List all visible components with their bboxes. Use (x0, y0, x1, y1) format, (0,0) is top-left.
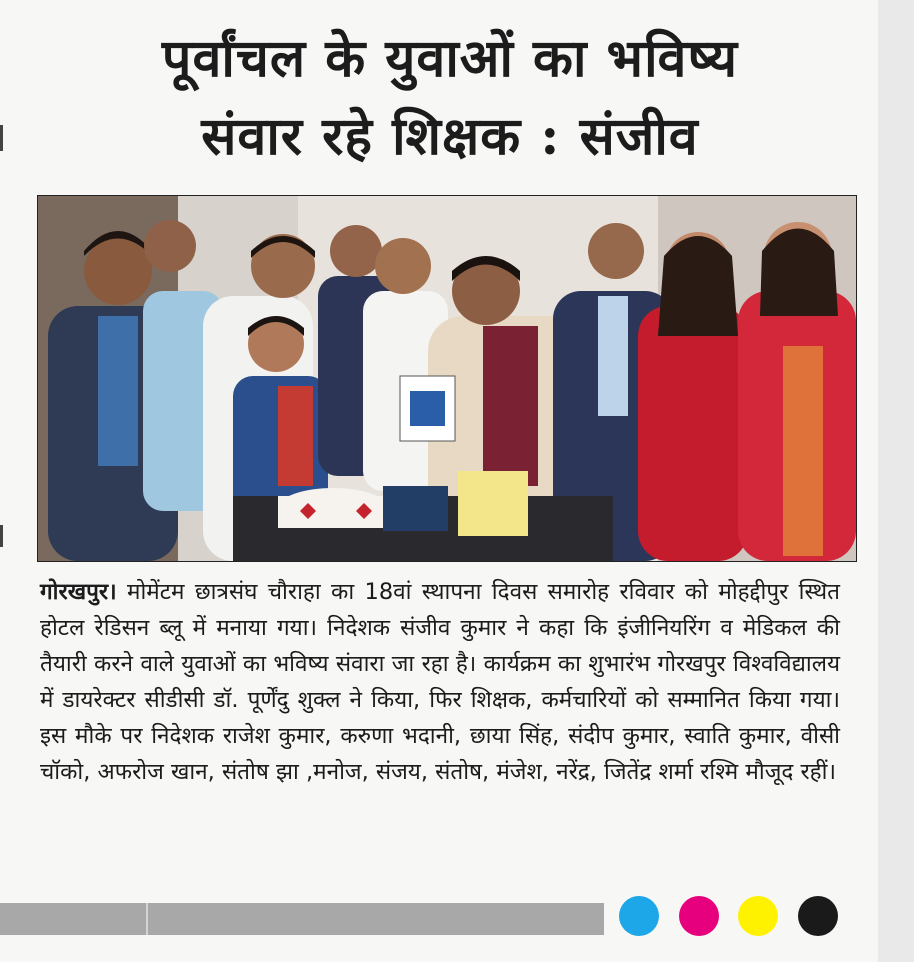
article-body-text: मोमेंटम छात्रसंघ चौराहा का 18वां स्थापना दिवस समारोह रविवार को मोहद्दीपुर स्थित होटल रेडिसन ब्लू में मनाया गया। निदेशक संजीव कुमार ने कहा कि इंजीनियरिंग व मेडिकल की तैयारी करने वाले युवाओं का भविष्य संवारा जा रहा है। कार्यक्रम का शुभारंभ गोरखपुर विश्वविद्यालय में डायरेक्टर सीडीसी डॉ. पूर्णेंदु शुक्ल ने किया, फिर शिक्षक, कर्मचारियों को सम्मानित किया गया। इस मौके पर निदेशक राजेश कुमार, करुणा भदानी, छाया सिंह, संदीप कुमार, स्वाति कुमार, वीसी चॉको, अफरोज खान, संतोष झा ,मनोज, संजय, संतोष, मंजेश, नरेंद्र, जितेंद्र शर्मा रश्मि मौजूद रहीं। (40, 579, 840, 785)
page-margin (878, 0, 914, 962)
yellow-registration-dot (738, 896, 778, 936)
dateline: गोरखपुर। (40, 579, 117, 605)
headline-line-2: संवार रहे शिक्षक : संजीव (201, 106, 699, 167)
cyan-registration-dot (619, 896, 659, 936)
rule-mark (0, 125, 3, 151)
black-registration-dot (798, 896, 838, 936)
magenta-registration-dot (679, 896, 719, 936)
rule-mark (0, 525, 3, 547)
event-photo (37, 195, 857, 562)
column-rule-marks (0, 0, 10, 962)
headline-line-1: पूर्वांचल के युवाओं का भविष्य (161, 28, 739, 89)
article-body (40, 574, 840, 790)
footer-rule-divider (146, 903, 148, 935)
article-headline (40, 20, 860, 176)
footer-rule-bar (0, 903, 604, 935)
